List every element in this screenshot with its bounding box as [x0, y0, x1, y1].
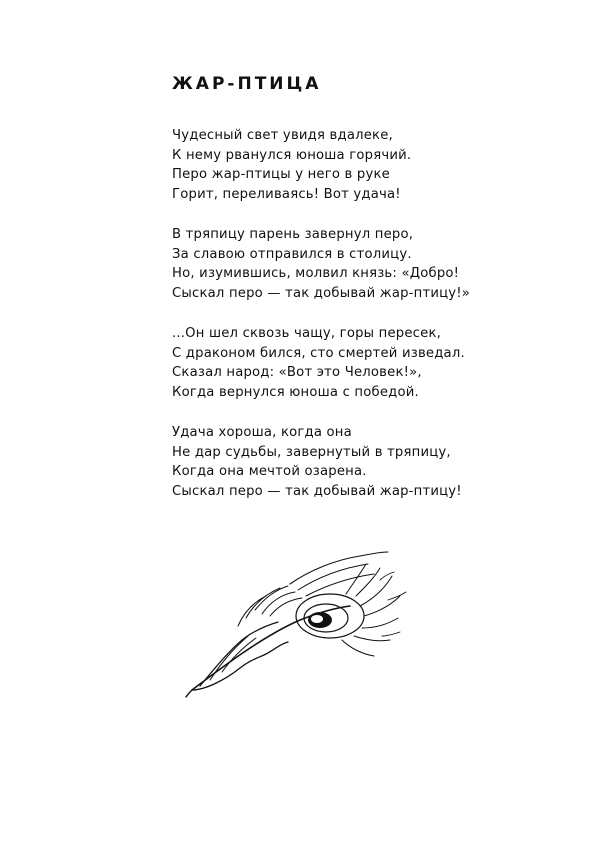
poem-line: Когда она мечтой озарена.: [172, 464, 367, 479]
poem-line: Сказал народ: «Вот это Человек!»,: [172, 365, 422, 380]
poem-line: Горит, переливаясь! Вот удача!: [172, 186, 401, 202]
poem-title: ЖАР-ПТИЦА: [172, 74, 322, 94]
poem-line: Когда вернулся юноша с победой.: [172, 384, 419, 400]
feather-icon: [170, 540, 430, 720]
poem-line: Но, изумившись, молвил князь: «Добро!: [172, 266, 460, 281]
poem-line: Сыскал перо — так добывай жар-птицу!: [172, 483, 462, 499]
poem-line: ...Он шел сквозь чащу, горы пересек,: [172, 326, 441, 341]
stanza-2: [172, 225, 502, 303]
poem-line: Удача хороша, когда она: [172, 425, 352, 440]
poem-line: Сыскал перо — так добывай жар-птицу!»: [172, 285, 471, 301]
stanza-3: [172, 324, 502, 402]
poem-line: С драконом бился, сто смертей изведал.: [172, 345, 465, 361]
poem-line: Не дар судьбы, завернутый в тряпицу,: [172, 444, 451, 460]
poem-line: В тряпицу парень завернул перо,: [172, 227, 414, 242]
poem-line: За славою отправился в столицу.: [172, 246, 412, 262]
stanza-1: [172, 126, 502, 204]
poem-line: Перо жар-птицы у него в руке: [172, 167, 390, 182]
poem-line: К нему рванулся юноша горячий.: [172, 147, 412, 163]
stanza-4: [172, 423, 502, 501]
poem-line: Чудесный свет увидя вдалеке,: [172, 128, 393, 143]
poem-body: [172, 126, 502, 522]
